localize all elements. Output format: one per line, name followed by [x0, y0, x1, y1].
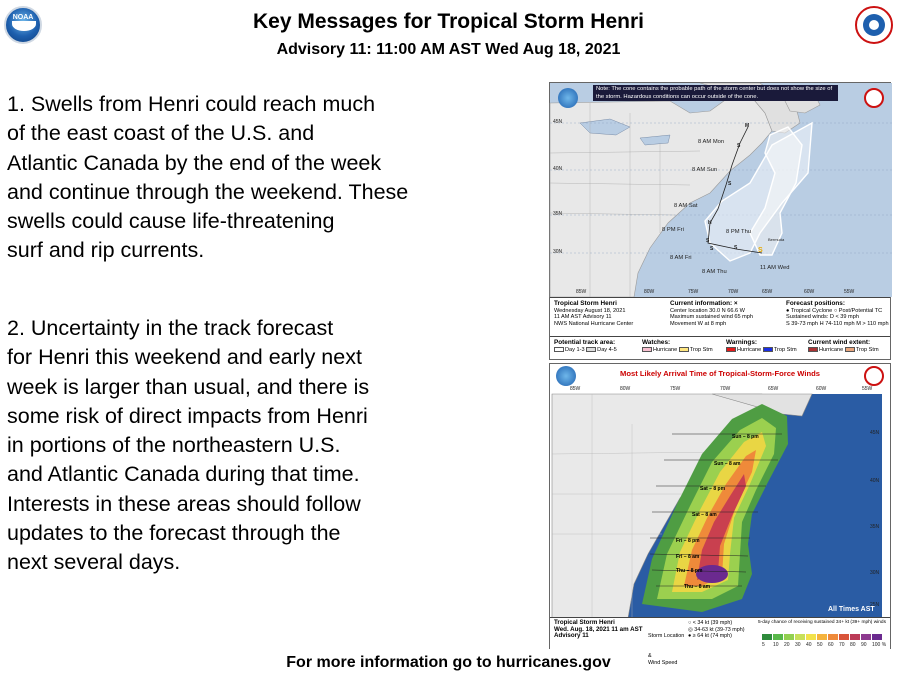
probability-swatch [850, 634, 860, 640]
arr-lon-label: 75W [670, 386, 681, 392]
probability-tick: 10 [773, 642, 779, 648]
time-label: Sun – 8 pm [732, 434, 759, 440]
watch-hurricane: Hurricane [653, 346, 678, 353]
probability-swatch [872, 634, 882, 640]
legend-advisory: 11 AM AST Advisory 11 [554, 314, 612, 321]
arrival-time-graphic[interactable] [549, 363, 891, 666]
wind-speed-label: & Wind Speed [648, 652, 678, 666]
arr-lat-label: 45N [870, 430, 880, 436]
probability-swatch [806, 634, 816, 640]
legend-date: Wednesday August 18, 2021 [554, 307, 626, 314]
wind2: 34-63 kt (39-73 mph) [694, 626, 745, 633]
track-marker: S [734, 245, 738, 251]
d-label: D < 39 mph [829, 314, 859, 321]
probability-swatch [861, 634, 871, 640]
track-marker: M [745, 123, 750, 129]
time-label: Sat – 8 pm [700, 486, 726, 492]
h-label: H 74-110 mph [819, 320, 855, 327]
track-label: 11 AM Wed [760, 265, 790, 271]
day13-label: Day 1-3 [565, 346, 585, 353]
track-label: 8 AM Thu [702, 269, 727, 275]
wind3: ≥ 64 kt (74 mph) [692, 633, 732, 640]
cone-legend: Tropical Storm Henri Wednesday August 18, 2021 11 AM AST Advisory 11 NWS National Hurricane Center Current information: × Center location 30.0 N 66.6 W Maximum sustained wind 65 mph Movement W at 8 mph Forecast positions: ● Tropical Cyclone ○ Post/Potential TC Sustained winds: D < 39 mph S 39-73 mph H 74-110 mph M > 110 mph Potential track area: Day 1-3 Day 4-5 Watches: Hurricane Trop Stm Warnings: Hurricane Trop Stm Current wind extent: Hurricane Trop Stm [550, 297, 890, 359]
track-marker: S [710, 246, 714, 252]
cone-lat-label: 30N [553, 249, 563, 255]
key-message-1: 1. Swells from Henri could reach much of the east coast of the U.S. and Atlantic Canada by the end of the week and continue through the weekend. These swells could cause life-threatening surf and rip currents. [7, 92, 409, 263]
arr-lat-label: 40N [870, 478, 880, 484]
arr-lon-label: 60W [816, 386, 827, 392]
warning-hurricane: Hurricane [737, 346, 762, 353]
cone-lon-label: 75W [688, 289, 699, 295]
warning-tropstm: Trop Stm [773, 346, 797, 353]
footer-link-text: For more information go to hurricanes.gov [286, 654, 611, 671]
arr-lat-label: 25N [870, 602, 880, 608]
max-wind: Maximum sustained wind 65 mph [670, 314, 754, 321]
track-marker: S [706, 238, 710, 244]
probability-tick: 50 [817, 642, 823, 648]
legend-center: NWS National Hurricane Center [554, 320, 634, 327]
time-label: Thu – 8 am [684, 584, 711, 590]
probability-tick: 20 [784, 642, 790, 648]
cone-lon-label: 60W [804, 289, 815, 295]
probability-tick: 70 [839, 642, 845, 648]
wind1: < 34 kt (39 mph) [692, 620, 733, 626]
probability-swatch [839, 634, 849, 640]
arr-advisory: Advisory 11 [554, 632, 589, 640]
probability-tick: 90 [861, 642, 867, 648]
cone-lon-label: 70W [728, 289, 739, 295]
track-marker: S [728, 181, 732, 187]
tc-label: Tropical Cyclone [790, 307, 833, 314]
arr-storm-name: Tropical Storm Henri [554, 619, 615, 626]
track-label: 8 AM Sat [674, 203, 698, 209]
arr-lon-label: 85W [570, 386, 581, 392]
time-label: Sat – 8 am [692, 512, 717, 518]
probability-tick: 40 [806, 642, 812, 648]
arr-lon-label: 70W [720, 386, 731, 392]
cone-lon-label: 80W [644, 289, 655, 295]
s-label: S 39-73 mph [786, 320, 819, 327]
probability-swatch [762, 634, 772, 640]
all-times-label: All Times AST [828, 606, 875, 613]
arr-lon-label: 80W [620, 386, 631, 392]
cone-lon-label: 85W [576, 289, 587, 295]
cone-lat-label: 40N [553, 166, 563, 172]
place-label: Bermuda [768, 237, 785, 242]
cone-noaa-logo [558, 88, 578, 108]
day45-label: Day 4-5 [597, 346, 617, 353]
sustained-label: Sustained winds: [786, 314, 829, 321]
cone-lat-label: 45N [553, 119, 563, 125]
probability-tick: 30 [795, 642, 801, 648]
probability-swatch [795, 634, 805, 640]
cone-map [550, 83, 892, 297]
center-location: Center location 30.0 N 66.6 W [670, 307, 745, 314]
probability-swatch [828, 634, 838, 640]
cone-nws-logo [864, 88, 884, 108]
chance-title: 5-day chance of receiving sustained 34+ kt (39+ mph) winds [758, 620, 886, 625]
cone-lon-label: 55W [844, 289, 855, 295]
track-marker: S [737, 143, 741, 149]
probability-swatch [784, 634, 794, 640]
track-label: 8 AM Mon [698, 139, 725, 145]
arr-lon-label: 65W [768, 386, 779, 392]
probability-tick: 80 [850, 642, 856, 648]
current-position-marker: S [758, 247, 763, 254]
cone-lat-label: 35N [553, 211, 563, 217]
time-label: Thu – 8 pm [676, 568, 703, 574]
probability-tick: 60 [828, 642, 834, 648]
arrival-map [552, 394, 882, 618]
track-label: 8 PM Fri [662, 227, 684, 233]
noaa-logo-text: NOAA [12, 14, 34, 21]
arr-lat-label: 35N [870, 524, 880, 530]
nws-logo [855, 6, 893, 44]
watches-title: Watches: [642, 339, 671, 346]
legend-storm-name: Tropical Storm Henri [554, 300, 617, 307]
page-title: Key Messages for Tropical Storm Henri [253, 10, 644, 33]
watch-tropstm: Trop Stm [689, 346, 713, 353]
extent-hurricane: Hurricane [819, 346, 844, 353]
storm-location-label: Storm Location [648, 633, 685, 640]
arr-date: Wed. Aug. 18, 2021 11 am AST [554, 625, 643, 633]
cone-note: Note: The cone contains the probable path of the storm center but does not show the size of the storm. Hazardous conditions can occur outside of the cone. [593, 85, 838, 101]
forecast-positions-title: Forecast positions: [786, 300, 845, 307]
probability-tick: 5 [762, 642, 765, 648]
arr-lon-label: 55W [862, 386, 873, 392]
track-area-title: Potential track area: [554, 339, 616, 346]
movement: Movement W at 8 mph [670, 320, 727, 327]
current-info-title: Current information: × [670, 300, 738, 307]
arrival-legend: Tropical Storm Henri Wed. Aug. 18, 2021 11 am AST Advisory 11 Storm Location & Wind Speed ○ < 34 kt (39 mph) ◎ 34-63 kt (39-73 mph) ● ≥ 64 kt (74 mph) 5-day chance of receiving sustained 34+ kt (39+ mph) winds 5 10 20 30 40 50 60 70 80 90 100 % [550, 617, 890, 649]
track-label: 8 PM Thu [726, 229, 752, 235]
arrival-title: Most Likely Arrival Time of Tropical-Storm-Force Winds [620, 369, 820, 378]
track-label: 8 AM Sun [692, 167, 718, 173]
key-message-2: 2. Uncertainty in the track forecast for Henri this weekend and early next week is larger than usual, and there is some risk of direct impacts from Henri in portions of the northeastern U.S. and Atlantic Canada during that time. Interests in these areas should follow updates to the forecast through the next several days. [7, 316, 370, 575]
probability-tick: 100 % [872, 642, 887, 648]
probability-swatch [817, 634, 827, 640]
time-label: Fri – 8 pm [676, 538, 700, 544]
advisory-subtitle: Advisory 11: 11:00 AM AST Wed Aug 18, 2021 [276, 41, 621, 58]
cone-lon-label: 65W [762, 289, 773, 295]
wind-extent-title: Current wind extent: [808, 339, 871, 346]
m-label: M > 110 mph [856, 320, 889, 327]
extent-tropstm: Trop Stm [855, 346, 879, 353]
time-label: Sun – 8 am [714, 461, 741, 467]
arr-lat-label: 30N [870, 570, 880, 576]
forecast-cone-graphic[interactable] [549, 82, 891, 360]
track-marker: H [708, 220, 712, 226]
warnings-title: Warnings: [726, 339, 758, 346]
time-label: Fri – 8 am [676, 554, 700, 560]
post-tc-label: Post/Potential TC [838, 307, 883, 314]
probability-swatch [773, 634, 783, 640]
track-label: 8 AM Fri [670, 255, 692, 261]
